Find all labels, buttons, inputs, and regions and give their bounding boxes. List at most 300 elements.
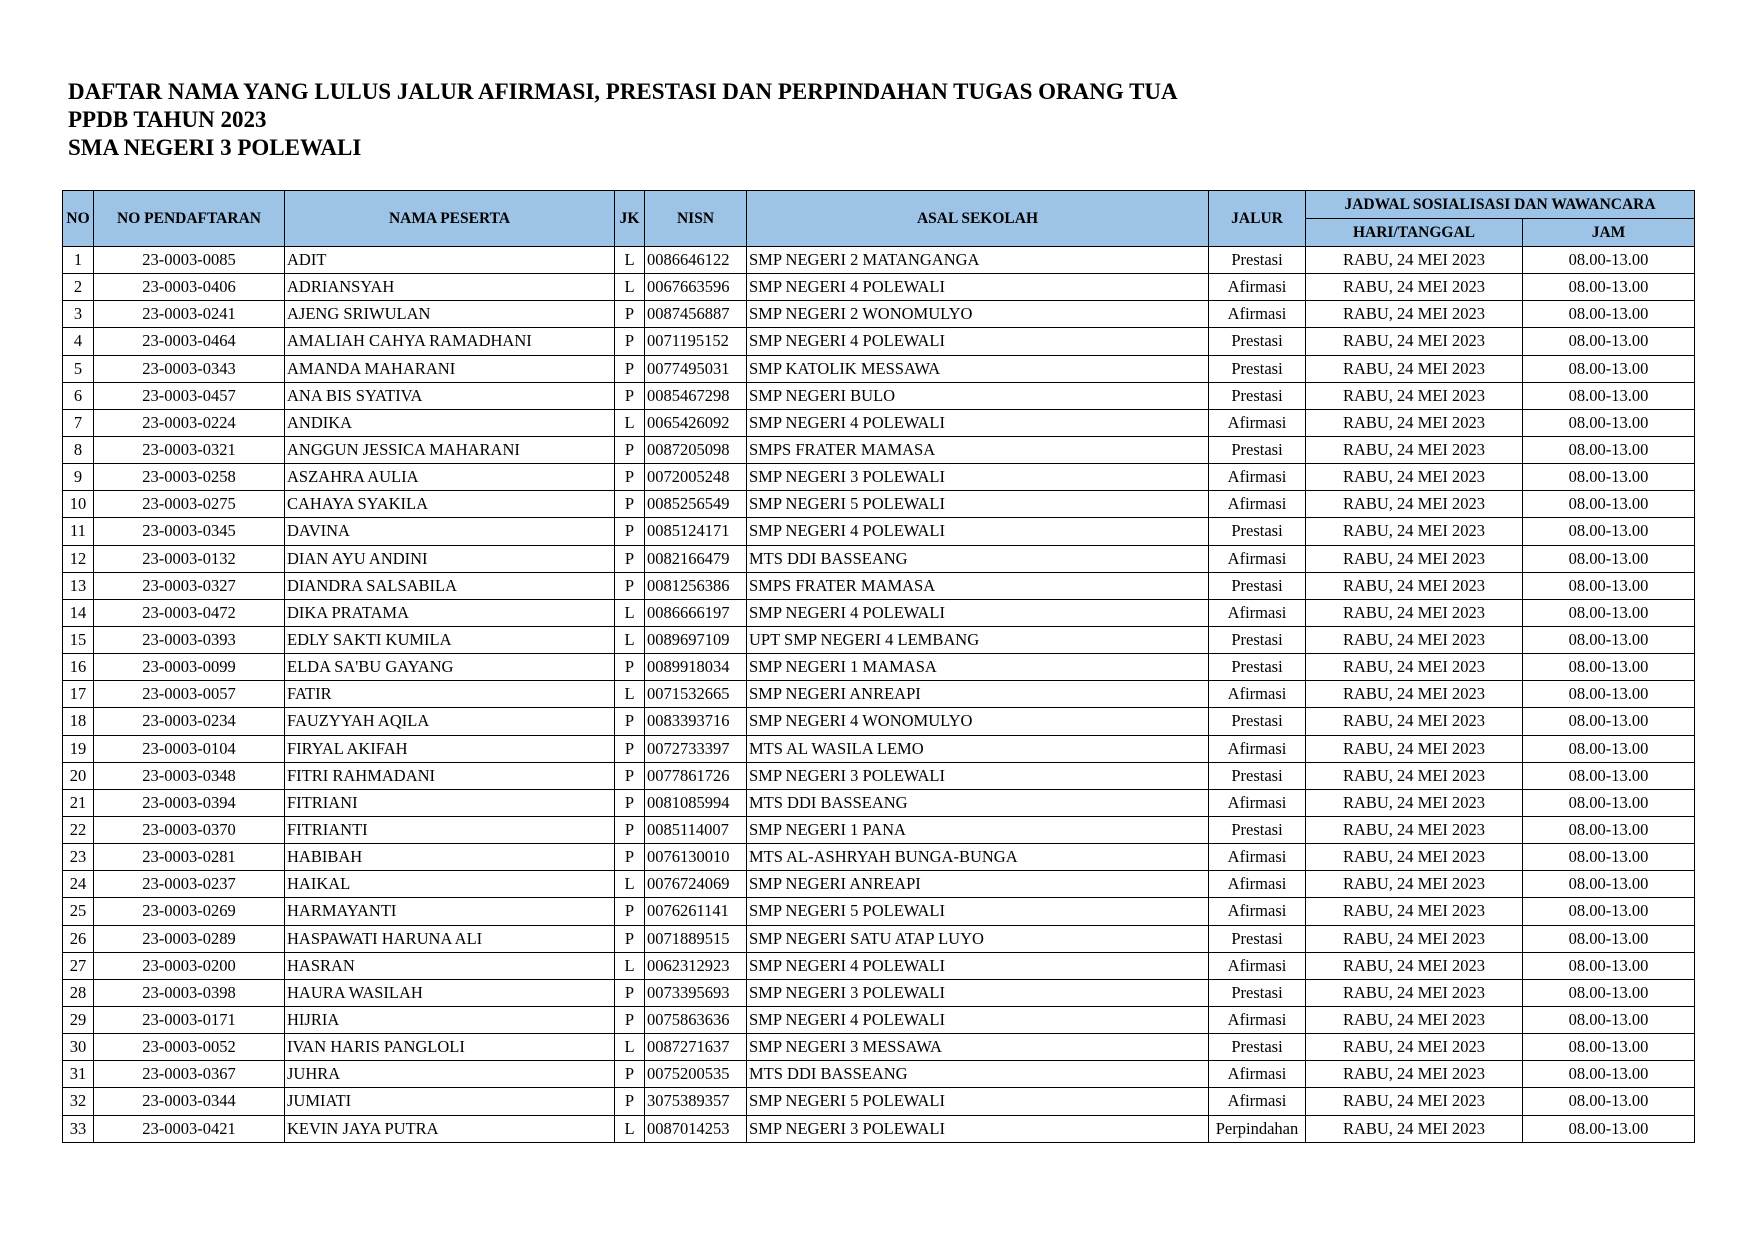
cell-jk: P xyxy=(615,545,645,572)
cell-hari-tanggal: RABU, 24 MEI 2023 xyxy=(1306,572,1523,599)
cell-asal-sekolah: SMP NEGERI 5 POLEWALI xyxy=(747,491,1209,518)
header-no-pendaftaran: NO PENDAFTARAN xyxy=(94,191,285,247)
table-row xyxy=(63,654,1695,681)
cell-asal-sekolah: SMP NEGERI 4 POLEWALI xyxy=(747,328,1209,355)
cell-no-pendaftaran: 23-0003-0132 xyxy=(94,545,285,572)
table-row xyxy=(63,599,1695,626)
cell-hari-tanggal: RABU, 24 MEI 2023 xyxy=(1306,1115,1523,1142)
cell-asal-sekolah: SMP NEGERI ANREAPI xyxy=(747,871,1209,898)
cell-jam: 08.00-13.00 xyxy=(1523,1061,1695,1088)
cell-nisn: 3075389357 xyxy=(645,1088,747,1115)
cell-nisn: 0075863636 xyxy=(645,1006,747,1033)
cell-jk: P xyxy=(615,1088,645,1115)
cell-hari-tanggal: RABU, 24 MEI 2023 xyxy=(1306,844,1523,871)
cell-asal-sekolah: SMP NEGERI ANREAPI xyxy=(747,681,1209,708)
cell-no: 22 xyxy=(63,816,94,843)
cell-asal-sekolah: SMP NEGERI 1 PANA xyxy=(747,816,1209,843)
cell-jk: P xyxy=(615,355,645,382)
cell-nisn: 0077495031 xyxy=(645,355,747,382)
cell-hari-tanggal: RABU, 24 MEI 2023 xyxy=(1306,735,1523,762)
cell-jk: L xyxy=(615,247,645,274)
cell-no-pendaftaran: 23-0003-0367 xyxy=(94,1061,285,1088)
cell-no-pendaftaran: 23-0003-0275 xyxy=(94,491,285,518)
cell-jk: P xyxy=(615,382,645,409)
cell-hari-tanggal: RABU, 24 MEI 2023 xyxy=(1306,898,1523,925)
table-row xyxy=(63,545,1695,572)
cell-no: 27 xyxy=(63,952,94,979)
header-nama-peserta: NAMA PESERTA xyxy=(285,191,615,247)
cell-asal-sekolah: SMP NEGERI 4 POLEWALI xyxy=(747,409,1209,436)
cell-nama-peserta: ADRIANSYAH xyxy=(285,274,615,301)
cell-jam: 08.00-13.00 xyxy=(1523,328,1695,355)
cell-nama-peserta: HABIBAH xyxy=(285,844,615,871)
cell-jk: P xyxy=(615,572,645,599)
document-title-block xyxy=(68,78,1178,162)
cell-jam: 08.00-13.00 xyxy=(1523,654,1695,681)
cell-hari-tanggal: RABU, 24 MEI 2023 xyxy=(1306,1061,1523,1088)
cell-no: 24 xyxy=(63,871,94,898)
cell-no: 7 xyxy=(63,409,94,436)
cell-nisn: 0077861726 xyxy=(645,762,747,789)
cell-jk: P xyxy=(615,328,645,355)
cell-nama-peserta: HARMAYANTI xyxy=(285,898,615,925)
cell-no-pendaftaran: 23-0003-0406 xyxy=(94,274,285,301)
cell-asal-sekolah: MTS DDI BASSEANG xyxy=(747,1061,1209,1088)
cell-asal-sekolah: SMP NEGERI 4 POLEWALI xyxy=(747,518,1209,545)
cell-jam: 08.00-13.00 xyxy=(1523,762,1695,789)
cell-jk: P xyxy=(615,518,645,545)
table-row xyxy=(63,708,1695,735)
cell-no: 25 xyxy=(63,898,94,925)
cell-jam: 08.00-13.00 xyxy=(1523,436,1695,463)
cell-jam: 08.00-13.00 xyxy=(1523,979,1695,1006)
cell-no: 23 xyxy=(63,844,94,871)
cell-jalur: Prestasi xyxy=(1209,762,1306,789)
table-row xyxy=(63,1061,1695,1088)
cell-nama-peserta: CAHAYA SYAKILA xyxy=(285,491,615,518)
cell-jalur: Perpindahan xyxy=(1209,1115,1306,1142)
cell-nisn: 0076261141 xyxy=(645,898,747,925)
cell-no-pendaftaran: 23-0003-0289 xyxy=(94,925,285,952)
cell-jam: 08.00-13.00 xyxy=(1523,1006,1695,1033)
cell-jk: L xyxy=(615,1115,645,1142)
table-row xyxy=(63,925,1695,952)
cell-no: 28 xyxy=(63,979,94,1006)
table-row xyxy=(63,1006,1695,1033)
cell-no-pendaftaran: 23-0003-0099 xyxy=(94,654,285,681)
cell-hari-tanggal: RABU, 24 MEI 2023 xyxy=(1306,654,1523,681)
cell-nisn: 0089918034 xyxy=(645,654,747,681)
cell-nama-peserta: FAUZYYAH AQILA xyxy=(285,708,615,735)
cell-asal-sekolah: SMP NEGERI 4 POLEWALI xyxy=(747,599,1209,626)
cell-hari-tanggal: RABU, 24 MEI 2023 xyxy=(1306,301,1523,328)
cell-hari-tanggal: RABU, 24 MEI 2023 xyxy=(1306,328,1523,355)
cell-jam: 08.00-13.00 xyxy=(1523,301,1695,328)
table-body xyxy=(63,247,1695,1143)
table-row xyxy=(63,355,1695,382)
cell-hari-tanggal: RABU, 24 MEI 2023 xyxy=(1306,681,1523,708)
cell-jam: 08.00-13.00 xyxy=(1523,789,1695,816)
cell-no: 2 xyxy=(63,274,94,301)
table-row xyxy=(63,328,1695,355)
cell-no: 21 xyxy=(63,789,94,816)
cell-no: 6 xyxy=(63,382,94,409)
cell-asal-sekolah: SMP NEGERI 2 MATANGANGA xyxy=(747,247,1209,274)
cell-no-pendaftaran: 23-0003-0370 xyxy=(94,816,285,843)
cell-no-pendaftaran: 23-0003-0171 xyxy=(94,1006,285,1033)
table-row xyxy=(63,871,1695,898)
cell-hari-tanggal: RABU, 24 MEI 2023 xyxy=(1306,1088,1523,1115)
cell-jam: 08.00-13.00 xyxy=(1523,382,1695,409)
cell-no-pendaftaran: 23-0003-0281 xyxy=(94,844,285,871)
table-row xyxy=(63,816,1695,843)
cell-jk: L xyxy=(615,599,645,626)
cell-no: 13 xyxy=(63,572,94,599)
cell-hari-tanggal: RABU, 24 MEI 2023 xyxy=(1306,545,1523,572)
table-row xyxy=(63,464,1695,491)
cell-jk: P xyxy=(615,735,645,762)
cell-no: 20 xyxy=(63,762,94,789)
cell-no-pendaftaran: 23-0003-0258 xyxy=(94,464,285,491)
cell-jam: 08.00-13.00 xyxy=(1523,898,1695,925)
cell-hari-tanggal: RABU, 24 MEI 2023 xyxy=(1306,871,1523,898)
cell-no: 1 xyxy=(63,247,94,274)
cell-no: 16 xyxy=(63,654,94,681)
table-row xyxy=(63,301,1695,328)
cell-nisn: 0067663596 xyxy=(645,274,747,301)
cell-jam: 08.00-13.00 xyxy=(1523,572,1695,599)
cell-no-pendaftaran: 23-0003-0327 xyxy=(94,572,285,599)
header-jk: JK xyxy=(615,191,645,247)
cell-no-pendaftaran: 23-0003-0104 xyxy=(94,735,285,762)
cell-hari-tanggal: RABU, 24 MEI 2023 xyxy=(1306,925,1523,952)
cell-jk: P xyxy=(615,491,645,518)
cell-jk: L xyxy=(615,274,645,301)
cell-jalur: Prestasi xyxy=(1209,979,1306,1006)
cell-nisn: 0076130010 xyxy=(645,844,747,871)
cell-jam: 08.00-13.00 xyxy=(1523,409,1695,436)
cell-no-pendaftaran: 23-0003-0345 xyxy=(94,518,285,545)
cell-jam: 08.00-13.00 xyxy=(1523,626,1695,653)
header-hari-tanggal: HARI/TANGGAL xyxy=(1306,219,1523,247)
header-jam: JAM xyxy=(1523,219,1695,247)
cell-jam: 08.00-13.00 xyxy=(1523,952,1695,979)
cell-hari-tanggal: RABU, 24 MEI 2023 xyxy=(1306,626,1523,653)
table-row xyxy=(63,844,1695,871)
cell-no-pendaftaran: 23-0003-0398 xyxy=(94,979,285,1006)
cell-hari-tanggal: RABU, 24 MEI 2023 xyxy=(1306,382,1523,409)
cell-nisn: 0075200535 xyxy=(645,1061,747,1088)
cell-nama-peserta: AJENG SRIWULAN xyxy=(285,301,615,328)
cell-nisn: 0086646122 xyxy=(645,247,747,274)
cell-jk: P xyxy=(615,898,645,925)
table-row xyxy=(63,952,1695,979)
cell-jk: L xyxy=(615,681,645,708)
cell-asal-sekolah: SMP NEGERI 5 POLEWALI xyxy=(747,1088,1209,1115)
cell-nama-peserta: FITRIANTI xyxy=(285,816,615,843)
cell-no: 31 xyxy=(63,1061,94,1088)
cell-hari-tanggal: RABU, 24 MEI 2023 xyxy=(1306,979,1523,1006)
table-row xyxy=(63,1115,1695,1142)
table-row xyxy=(63,898,1695,925)
cell-jk: P xyxy=(615,762,645,789)
cell-asal-sekolah: SMP NEGERI 3 POLEWALI xyxy=(747,1115,1209,1142)
cell-nama-peserta: JUMIATI xyxy=(285,1088,615,1115)
cell-asal-sekolah: SMP NEGERI 3 MESSAWA xyxy=(747,1034,1209,1061)
cell-asal-sekolah: SMP NEGERI 4 POLEWALI xyxy=(747,952,1209,979)
cell-asal-sekolah: SMP NEGERI 3 POLEWALI xyxy=(747,762,1209,789)
cell-jk: P xyxy=(615,789,645,816)
cell-asal-sekolah: SMP NEGERI 3 POLEWALI xyxy=(747,464,1209,491)
cell-asal-sekolah: SMPS FRATER MAMASA xyxy=(747,572,1209,599)
cell-nama-peserta: DIAN AYU ANDINI xyxy=(285,545,615,572)
cell-nama-peserta: ADIT xyxy=(285,247,615,274)
cell-asal-sekolah: MTS DDI BASSEANG xyxy=(747,545,1209,572)
cell-no-pendaftaran: 23-0003-0343 xyxy=(94,355,285,382)
cell-jk: P xyxy=(615,844,645,871)
cell-jalur: Afirmasi xyxy=(1209,789,1306,816)
cell-hari-tanggal: RABU, 24 MEI 2023 xyxy=(1306,816,1523,843)
cell-nama-peserta: DIKA PRATAMA xyxy=(285,599,615,626)
cell-no: 19 xyxy=(63,735,94,762)
cell-jalur: Afirmasi xyxy=(1209,1061,1306,1088)
cell-nama-peserta: HAIKAL xyxy=(285,871,615,898)
cell-hari-tanggal: RABU, 24 MEI 2023 xyxy=(1306,409,1523,436)
table-header xyxy=(63,191,1695,247)
cell-jk: L xyxy=(615,409,645,436)
cell-nama-peserta: AMANDA MAHARANI xyxy=(285,355,615,382)
cell-jk: L xyxy=(615,626,645,653)
cell-jalur: Afirmasi xyxy=(1209,898,1306,925)
cell-jalur: Afirmasi xyxy=(1209,871,1306,898)
cell-no-pendaftaran: 23-0003-0237 xyxy=(94,871,285,898)
cell-jk: P xyxy=(615,925,645,952)
cell-no-pendaftaran: 23-0003-0344 xyxy=(94,1088,285,1115)
cell-hari-tanggal: RABU, 24 MEI 2023 xyxy=(1306,491,1523,518)
cell-hari-tanggal: RABU, 24 MEI 2023 xyxy=(1306,274,1523,301)
cell-jam: 08.00-13.00 xyxy=(1523,247,1695,274)
cell-hari-tanggal: RABU, 24 MEI 2023 xyxy=(1306,518,1523,545)
cell-nama-peserta: FATIR xyxy=(285,681,615,708)
table-row xyxy=(63,247,1695,274)
cell-no-pendaftaran: 23-0003-0241 xyxy=(94,301,285,328)
cell-jalur: Afirmasi xyxy=(1209,1088,1306,1115)
cell-jam: 08.00-13.00 xyxy=(1523,925,1695,952)
cell-jk: P xyxy=(615,301,645,328)
cell-no-pendaftaran: 23-0003-0457 xyxy=(94,382,285,409)
cell-asal-sekolah: UPT SMP NEGERI 4 LEMBANG xyxy=(747,626,1209,653)
table-row xyxy=(63,409,1695,436)
cell-no-pendaftaran: 23-0003-0393 xyxy=(94,626,285,653)
cell-no-pendaftaran: 23-0003-0234 xyxy=(94,708,285,735)
cell-nisn: 0071532665 xyxy=(645,681,747,708)
cell-nisn: 0062312923 xyxy=(645,952,747,979)
cell-no: 11 xyxy=(63,518,94,545)
cell-jk: L xyxy=(615,952,645,979)
cell-no: 3 xyxy=(63,301,94,328)
cell-jk: P xyxy=(615,816,645,843)
table-row xyxy=(63,274,1695,301)
cell-jalur: Prestasi xyxy=(1209,518,1306,545)
cell-jk: P xyxy=(615,436,645,463)
cell-hari-tanggal: RABU, 24 MEI 2023 xyxy=(1306,762,1523,789)
cell-nama-peserta: FIRYAL AKIFAH xyxy=(285,735,615,762)
cell-no-pendaftaran: 23-0003-0057 xyxy=(94,681,285,708)
cell-no: 4 xyxy=(63,328,94,355)
cell-jalur: Afirmasi xyxy=(1209,599,1306,626)
cell-jalur: Prestasi xyxy=(1209,355,1306,382)
cell-jam: 08.00-13.00 xyxy=(1523,681,1695,708)
cell-no: 5 xyxy=(63,355,94,382)
cell-jalur: Afirmasi xyxy=(1209,491,1306,518)
cell-jalur: Afirmasi xyxy=(1209,681,1306,708)
cell-nisn: 0081256386 xyxy=(645,572,747,599)
document-title-line-2: PPDB TAHUN 2023 xyxy=(68,107,267,132)
cell-no-pendaftaran: 23-0003-0224 xyxy=(94,409,285,436)
table-row xyxy=(63,735,1695,762)
cell-hari-tanggal: RABU, 24 MEI 2023 xyxy=(1306,464,1523,491)
cell-jalur: Prestasi xyxy=(1209,925,1306,952)
cell-jam: 08.00-13.00 xyxy=(1523,844,1695,871)
cell-nisn: 0081085994 xyxy=(645,789,747,816)
table-row xyxy=(63,436,1695,463)
cell-no-pendaftaran: 23-0003-0269 xyxy=(94,898,285,925)
cell-no: 8 xyxy=(63,436,94,463)
cell-nama-peserta: AMALIAH CAHYA RAMADHANI xyxy=(285,328,615,355)
cell-nama-peserta: HASPAWATI HARUNA ALI xyxy=(285,925,615,952)
cell-jalur: Prestasi xyxy=(1209,247,1306,274)
cell-no-pendaftaran: 23-0003-0200 xyxy=(94,952,285,979)
cell-jam: 08.00-13.00 xyxy=(1523,735,1695,762)
cell-asal-sekolah: SMP NEGERI SATU ATAP LUYO xyxy=(747,925,1209,952)
cell-jalur: Prestasi xyxy=(1209,708,1306,735)
cell-nisn: 0083393716 xyxy=(645,708,747,735)
cell-jam: 08.00-13.00 xyxy=(1523,274,1695,301)
cell-jam: 08.00-13.00 xyxy=(1523,545,1695,572)
cell-no-pendaftaran: 23-0003-0394 xyxy=(94,789,285,816)
cell-no: 33 xyxy=(63,1115,94,1142)
cell-jalur: Afirmasi xyxy=(1209,844,1306,871)
cell-jam: 08.00-13.00 xyxy=(1523,518,1695,545)
cell-jam: 08.00-13.00 xyxy=(1523,871,1695,898)
table-row xyxy=(63,979,1695,1006)
cell-nisn: 0087014253 xyxy=(645,1115,747,1142)
table-row xyxy=(63,626,1695,653)
cell-nisn: 0085114007 xyxy=(645,816,747,843)
document-title-line-1: DAFTAR NAMA YANG LULUS JALUR AFIRMASI, PRESTASI DAN PERPINDAHAN TUGAS ORANG TUA xyxy=(68,79,1178,104)
cell-nama-peserta: ANDIKA xyxy=(285,409,615,436)
cell-hari-tanggal: RABU, 24 MEI 2023 xyxy=(1306,1034,1523,1061)
cell-nama-peserta: DAVINA xyxy=(285,518,615,545)
cell-nisn: 0072005248 xyxy=(645,464,747,491)
cell-nisn: 0086666197 xyxy=(645,599,747,626)
cell-nama-peserta: FITRIANI xyxy=(285,789,615,816)
cell-asal-sekolah: SMP KATOLIK MESSAWA xyxy=(747,355,1209,382)
cell-no-pendaftaran: 23-0003-0472 xyxy=(94,599,285,626)
cell-no: 9 xyxy=(63,464,94,491)
cell-jk: P xyxy=(615,1006,645,1033)
cell-no-pendaftaran: 23-0003-0085 xyxy=(94,247,285,274)
cell-hari-tanggal: RABU, 24 MEI 2023 xyxy=(1306,952,1523,979)
cell-nisn: 0082166479 xyxy=(645,545,747,572)
cell-jk: L xyxy=(615,871,645,898)
cell-no: 26 xyxy=(63,925,94,952)
cell-asal-sekolah: SMP NEGERI 3 POLEWALI xyxy=(747,979,1209,1006)
table-row xyxy=(63,518,1695,545)
cell-asal-sekolah: SMP NEGERI 5 POLEWALI xyxy=(747,898,1209,925)
header-jadwal: JADWAL SOSIALISASI DAN WAWANCARA xyxy=(1306,191,1695,219)
cell-nama-peserta: KEVIN JAYA PUTRA xyxy=(285,1115,615,1142)
cell-nama-peserta: HIJRIA xyxy=(285,1006,615,1033)
cell-asal-sekolah: SMP NEGERI 1 MAMASA xyxy=(747,654,1209,681)
table-row xyxy=(63,491,1695,518)
cell-no: 14 xyxy=(63,599,94,626)
cell-no-pendaftaran: 23-0003-0321 xyxy=(94,436,285,463)
cell-nisn: 0071195152 xyxy=(645,328,747,355)
cell-no: 17 xyxy=(63,681,94,708)
cell-hari-tanggal: RABU, 24 MEI 2023 xyxy=(1306,247,1523,274)
cell-jk: P xyxy=(615,654,645,681)
document-title-line-3: SMA NEGERI 3 POLEWALI xyxy=(68,135,362,160)
cell-jalur: Prestasi xyxy=(1209,328,1306,355)
cell-jalur: Prestasi xyxy=(1209,382,1306,409)
cell-nisn: 0076724069 xyxy=(645,871,747,898)
cell-nama-peserta: ANGGUN JESSICA MAHARANI xyxy=(285,436,615,463)
header-no: NO xyxy=(63,191,94,247)
table-row xyxy=(63,1088,1695,1115)
cell-nama-peserta: IVAN HARIS PANGLOLI xyxy=(285,1034,615,1061)
cell-jk: P xyxy=(615,1061,645,1088)
cell-nama-peserta: DIANDRA SALSABILA xyxy=(285,572,615,599)
cell-hari-tanggal: RABU, 24 MEI 2023 xyxy=(1306,355,1523,382)
cell-jalur: Afirmasi xyxy=(1209,1006,1306,1033)
header-nisn: NISN xyxy=(645,191,747,247)
cell-jalur: Afirmasi xyxy=(1209,545,1306,572)
cell-hari-tanggal: RABU, 24 MEI 2023 xyxy=(1306,436,1523,463)
cell-asal-sekolah: SMP NEGERI 2 WONOMULYO xyxy=(747,301,1209,328)
cell-jk: P xyxy=(615,979,645,1006)
header-row-1 xyxy=(63,191,1695,219)
header-jalur: JALUR xyxy=(1209,191,1306,247)
cell-no-pendaftaran: 23-0003-0348 xyxy=(94,762,285,789)
cell-nisn: 0087456887 xyxy=(645,301,747,328)
cell-nisn: 0085124171 xyxy=(645,518,747,545)
cell-nisn: 0073395693 xyxy=(645,979,747,1006)
cell-asal-sekolah: MTS AL-ASHRYAH BUNGA-BUNGA xyxy=(747,844,1209,871)
cell-nama-peserta: JUHRA xyxy=(285,1061,615,1088)
header-asal-sekolah: ASAL SEKOLAH xyxy=(747,191,1209,247)
cell-jam: 08.00-13.00 xyxy=(1523,1115,1695,1142)
cell-nama-peserta: HASRAN xyxy=(285,952,615,979)
cell-no: 18 xyxy=(63,708,94,735)
table-row xyxy=(63,572,1695,599)
cell-asal-sekolah: SMP NEGERI BULO xyxy=(747,382,1209,409)
cell-nama-peserta: ANA BIS SYATIVA xyxy=(285,382,615,409)
cell-jalur: Afirmasi xyxy=(1209,301,1306,328)
cell-no: 15 xyxy=(63,626,94,653)
cell-jam: 08.00-13.00 xyxy=(1523,599,1695,626)
cell-nisn: 0085467298 xyxy=(645,382,747,409)
cell-jam: 08.00-13.00 xyxy=(1523,1034,1695,1061)
cell-nisn: 0065426092 xyxy=(645,409,747,436)
cell-jalur: Prestasi xyxy=(1209,572,1306,599)
cell-nisn: 0087205098 xyxy=(645,436,747,463)
cell-nisn: 0072733397 xyxy=(645,735,747,762)
cell-jalur: Afirmasi xyxy=(1209,409,1306,436)
cell-jalur: Afirmasi xyxy=(1209,952,1306,979)
cell-jk: P xyxy=(615,708,645,735)
cell-jalur: Afirmasi xyxy=(1209,274,1306,301)
